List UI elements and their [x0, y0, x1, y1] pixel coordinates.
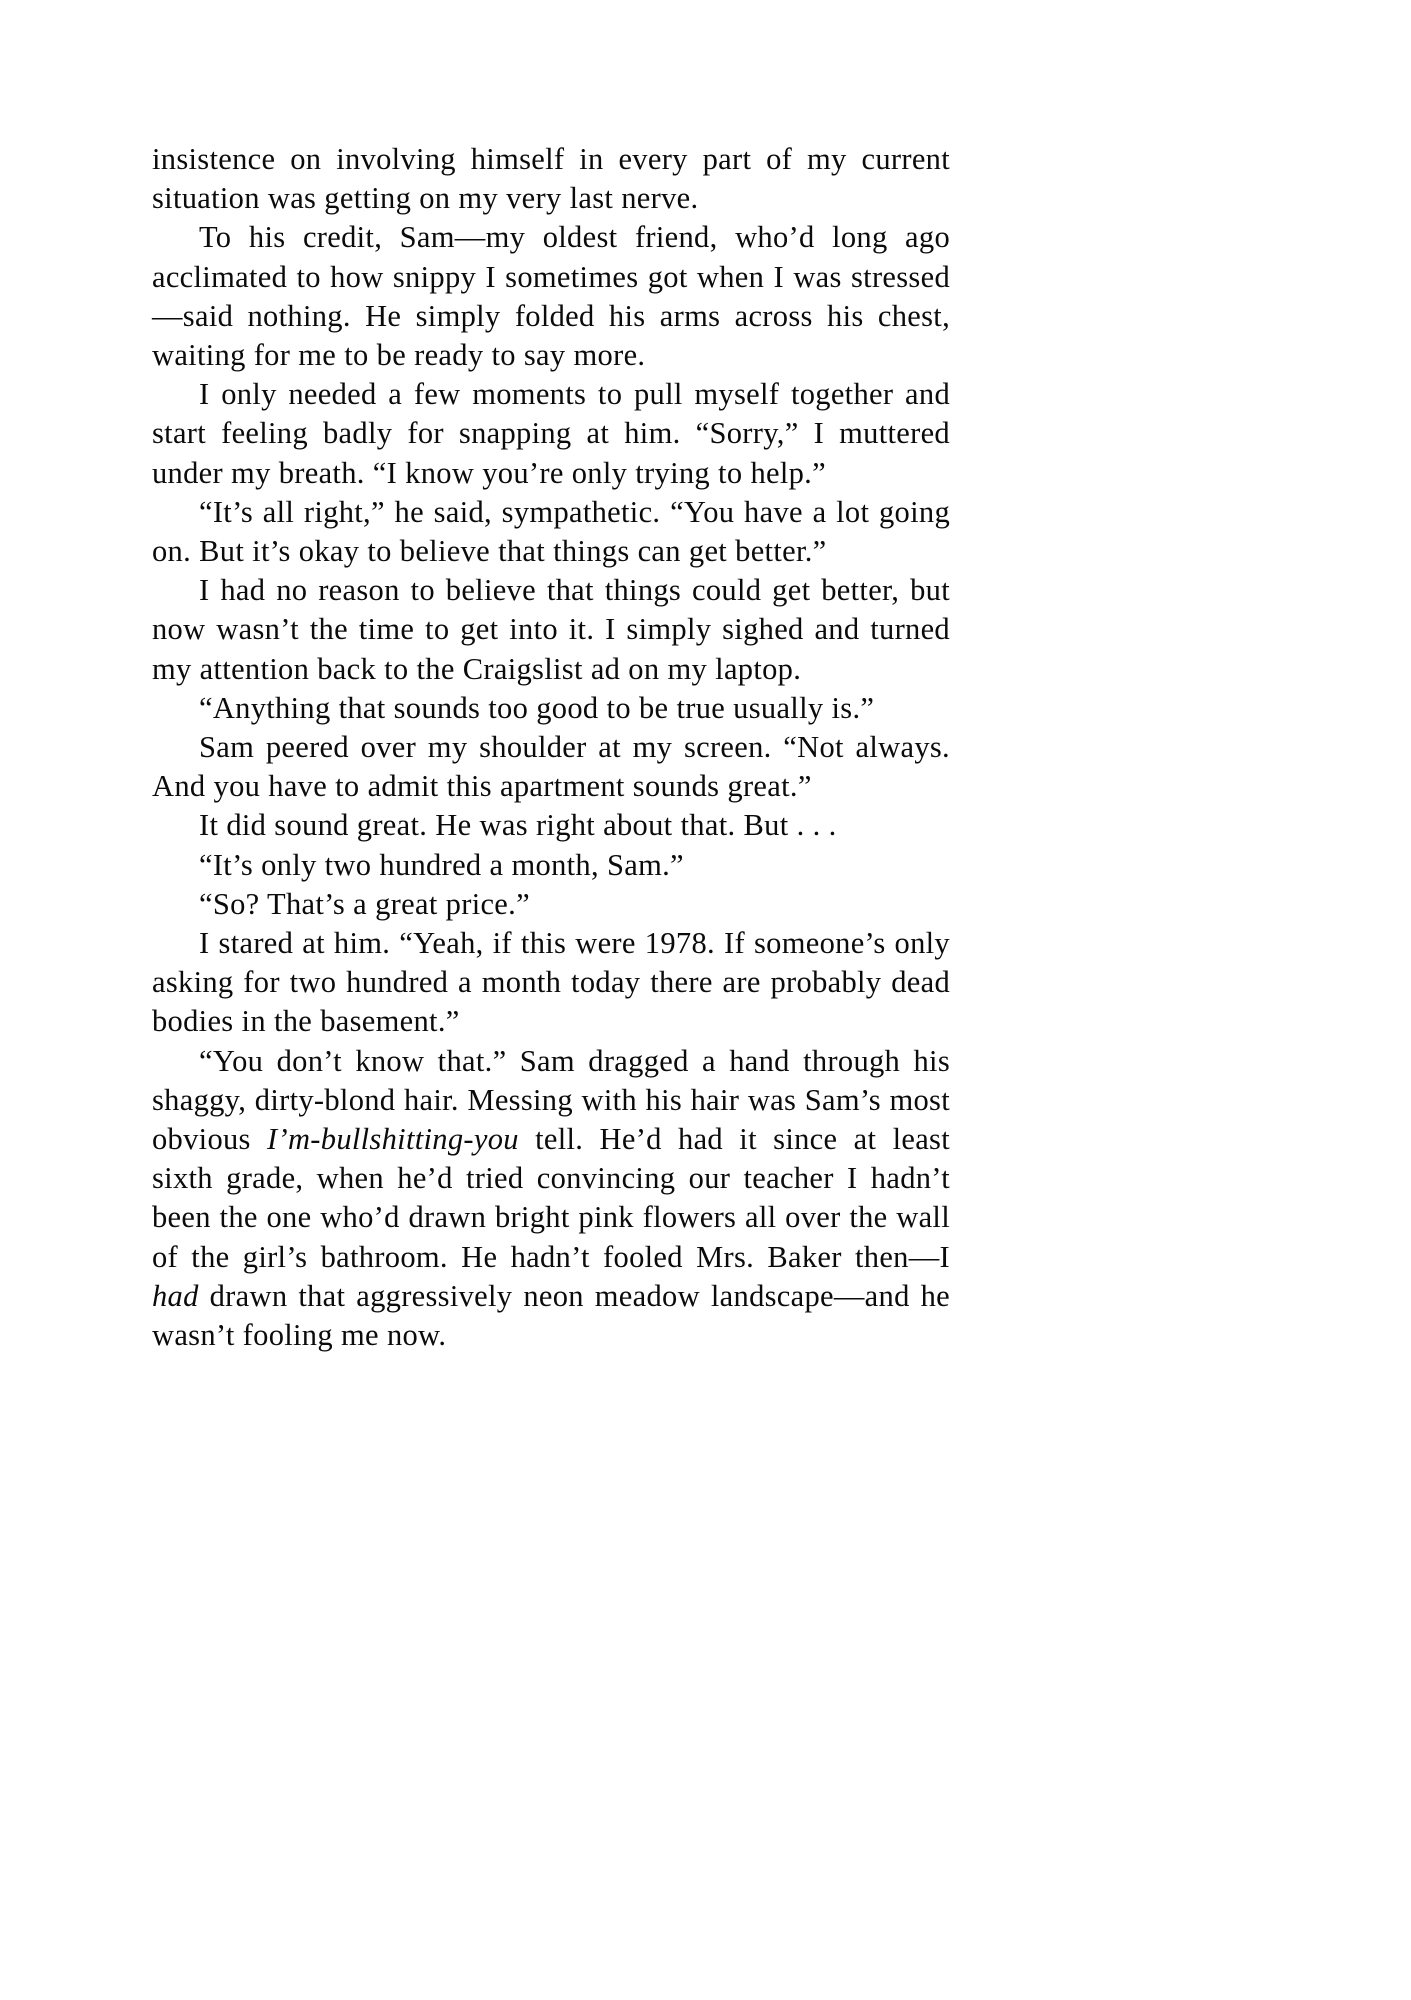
- paragraph: “It’s only two hundred a month, Sam.”: [199, 847, 684, 882]
- paragraph: Sam peered over my shoulder at my screen. “Not always. And you have to admit this apartment sounds great.”: [152, 730, 950, 804]
- paragraph: I had no reason to believe that things could get better, but now wasn’t the time to get into it. I simply sighed and turned my attention back to the Craigslist ad on my laptop.: [152, 573, 950, 686]
- emphasis-text: had: [152, 1278, 199, 1313]
- body-text-block: [152, 140, 950, 1355]
- paragraph: I stared at him. “Yeah, if this were 1978. If someone’s only asking for two hundred a month today there are probably dead bodies in the basement.”: [152, 926, 950, 1039]
- paragraph: “It’s all right,” he said, sympathetic. “You have a lot going on. But it’s okay to believe that things can get better.”: [152, 494, 950, 569]
- paragraph: I only needed a few moments to pull myself together and start feeling badly for snapping at him. “Sorry,” I muttered under my breath. “I know you’re only trying to help.”: [152, 377, 950, 490]
- paragraph: insistence on involving himself in every part of my current situation was getting on my very last nerve.: [152, 142, 950, 216]
- paragraph: “Anything that sounds too good to be true usually is.”: [199, 690, 875, 725]
- paragraph: To his credit, Sam—my oldest friend, who’d long ago acclimated to how snippy I sometimes got when I was stressed—said nothing. He simply folded his arms across his chest, waiting for me to be ready to say more.: [152, 220, 950, 373]
- paragraph: “You don’t know that.” Sam dragged a hand through his shaggy, dirty-blond hair. Messing with his hair was Sam’s most obvious I’m-bullshitting-you tell. He’d had it since at least sixth grade, when he’d tried convincing our teacher I hadn’t been the one who’d drawn bright pink flowers all over the wall of the girl’s bathroom. He hadn’t fooled Mrs. Baker then—I had drawn that aggressively neon meadow landscape—and he wasn’t fooling me now.: [152, 1043, 951, 1353]
- paragraph: “So? That’s a great price.”: [199, 886, 530, 921]
- paragraph: It did sound great. He was right about that. But . . .: [199, 808, 837, 843]
- emphasis-text: I’m-bullshitting-you: [267, 1122, 519, 1157]
